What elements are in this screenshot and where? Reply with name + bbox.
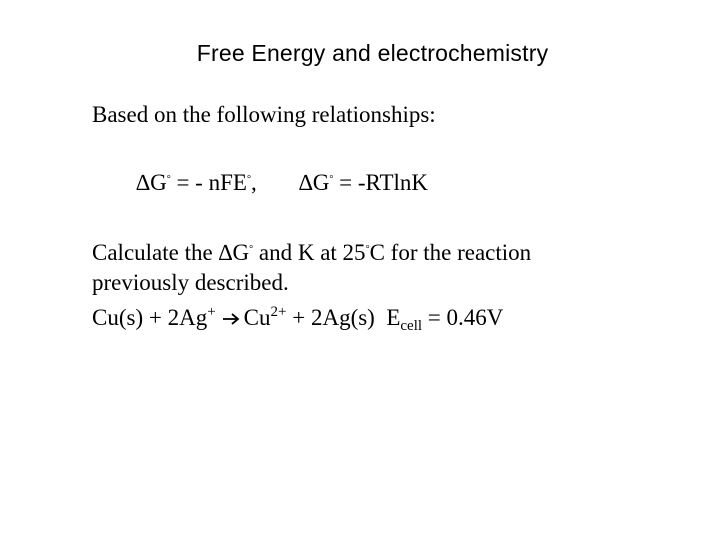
reaction-equation: Cu(s) + 2Ag+ $Cu^{2+} + 2Ag(s) E_{cell} = 0.46V$ [92, 304, 504, 334]
question-line-1: Calculate the ∆G° and K at 25°C for the reaction [92, 240, 532, 265]
reaction-arrow-icon [222, 312, 240, 326]
slide-title: Free Energy and electrochemistry [196, 40, 549, 66]
free-energy-faraday-equation: ∆G° = - nFE°, [136, 170, 257, 195]
equation-row [136, 170, 428, 196]
free-energy-equilibrium-equation: ∆G° = -RTlnK [298, 170, 429, 195]
question-line-2: previously described. [92, 270, 289, 295]
intro-text: Based on the following relationships: [92, 102, 436, 127]
